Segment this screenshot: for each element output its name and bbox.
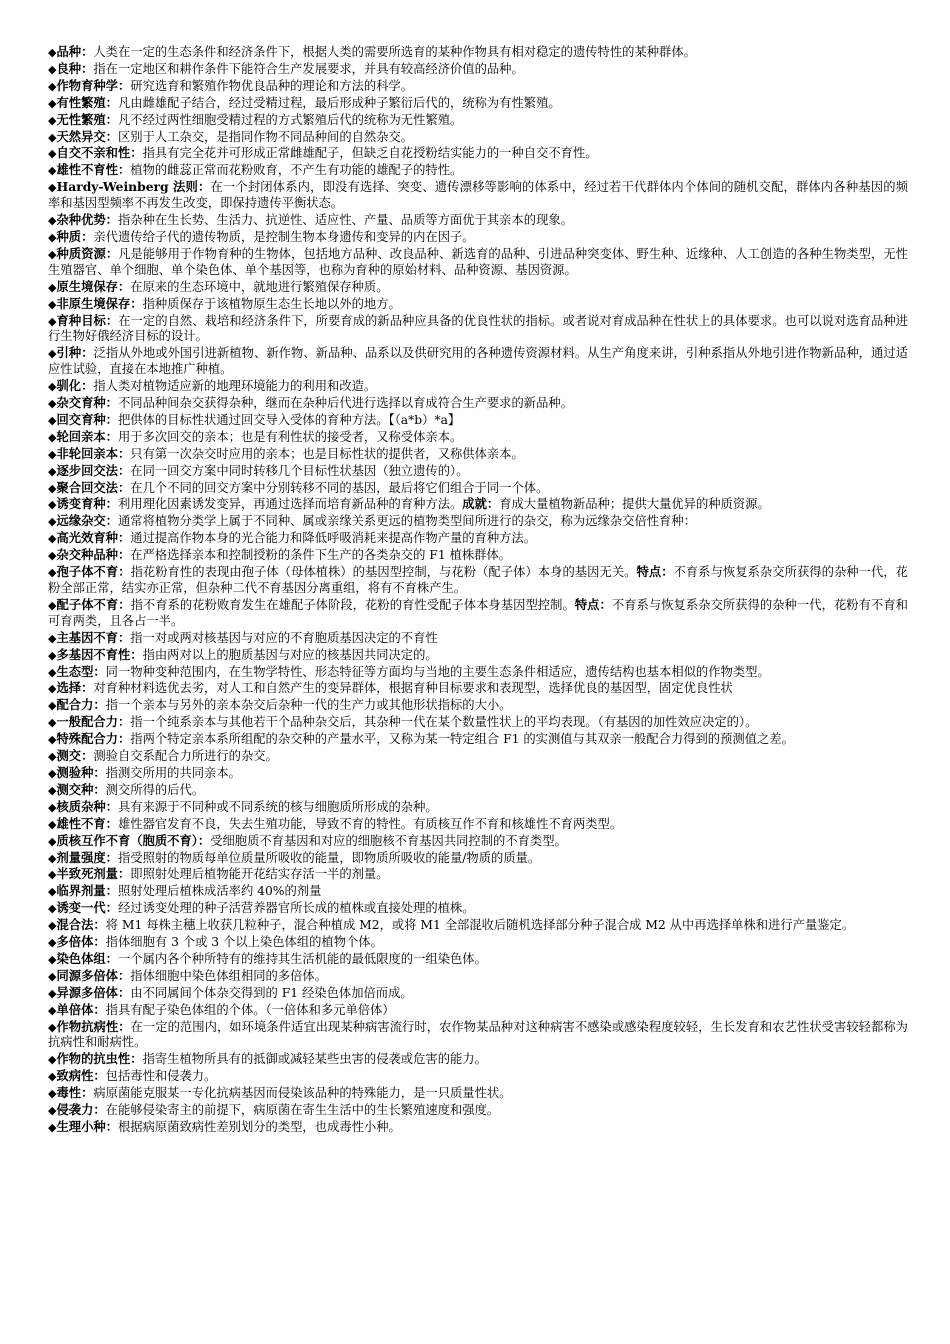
entry-definition: 指花粉育性的表现由孢子体（母体植株）的基因型控制，与花粉（配子体）本身的基因无关。	[130, 565, 637, 580]
entry-definition: 植物的雌蕊正常而花粉败育，不产生有功能的雄配子的特性。	[130, 163, 463, 178]
diamond-bullet-icon: ◆	[48, 1003, 57, 1017]
entry-definition: 指种质保存于该植物原生态生长地以外的地方。	[142, 296, 401, 311]
entry-definition: 受细胞质不育基因和对应的细胞核不育基因共同控制的不育类型。	[210, 833, 567, 848]
glossary-entry	[48, 547, 908, 564]
diamond-bullet-icon: ◆	[48, 648, 57, 662]
entry-term: 作物育种学：	[56, 77, 131, 93]
diamond-bullet-icon: ◆	[48, 631, 57, 645]
diamond-bullet-icon: ◆	[48, 96, 57, 110]
diamond-bullet-icon: ◆	[48, 397, 57, 411]
entry-term: 测交种：	[56, 781, 106, 797]
entry-term: 质核互作不育（胞质不育）：	[56, 832, 211, 848]
glossary-entry	[48, 1019, 908, 1052]
entry-term: 杂交育种：	[56, 395, 118, 411]
entry-term: 配子体不育：	[56, 596, 131, 612]
entry-term: 原生境保存：	[56, 278, 131, 294]
entry-term: 选择：	[56, 680, 94, 696]
glossary-entry	[48, 748, 908, 765]
entry-term: 同源多倍体：	[56, 967, 131, 983]
diamond-bullet-icon: ◆	[48, 851, 57, 865]
diamond-bullet-icon: ◆	[48, 1087, 57, 1101]
entry-definition: 测交所得的后代。	[105, 782, 205, 797]
glossary-entry	[48, 429, 908, 446]
entry-definition: 凡是能够用于作物育种的生物体，包括地方品种、改良品种、新选育的品种、引进品种突变体、野生种、近缘种、人工创造的各种生物类型，无性生殖器官、单个细胞、单个染色体、单个基因等，也称为育种的原始材料、品种资源、基因资源。	[48, 246, 908, 277]
diamond-bullet-icon: ◆	[48, 1104, 57, 1118]
entry-definition: 指测交所用的共同亲本。	[105, 765, 241, 780]
entry-term: 核质杂种：	[56, 798, 118, 814]
entry-term: 杂种优势：	[56, 212, 118, 228]
entry-term: 孢子体不育：	[56, 564, 131, 580]
entry-definition: 把供体的目标性状通过回交导入受体的育种方法。【（a*b）*a】	[117, 412, 461, 427]
entry-definition: 指具有配子染色体组的个体。（一倍体和多元单倍体）	[105, 1002, 395, 1017]
diamond-bullet-icon: ◆	[48, 598, 57, 612]
entry-definition: 指一对或两对核基因与对应的不育胞质基因决定的不育性	[130, 630, 438, 645]
entry-term: 育种目标：	[56, 312, 119, 328]
diamond-bullet-icon: ◆	[48, 62, 57, 76]
glossary-entry	[48, 850, 908, 867]
diamond-bullet-icon: ◆	[48, 147, 57, 161]
glossary-entry	[48, 564, 908, 597]
glossary-entry	[48, 78, 908, 95]
diamond-bullet-icon: ◆	[48, 969, 57, 983]
glossary-entry	[48, 246, 908, 279]
glossary-entry	[48, 313, 908, 346]
diamond-bullet-icon: ◆	[48, 532, 57, 546]
glossary-entry	[48, 162, 908, 179]
diamond-bullet-icon: ◆	[48, 885, 57, 899]
glossary-document	[48, 44, 908, 1136]
entry-definition: 指不育系的花粉败育发生在雄配子体阶段，花粉的育性受配子体本身基因型控制。	[130, 597, 575, 612]
glossary-entry	[48, 951, 908, 968]
glossary-entry	[48, 129, 908, 146]
entry-subdefinition: 育成大量植物新品种；提供大量优异的种质资源。	[499, 497, 770, 512]
glossary-entry	[48, 179, 908, 212]
diamond-bullet-icon: ◆	[48, 549, 57, 563]
glossary-entry	[48, 731, 908, 748]
glossary-entry	[48, 799, 908, 816]
entry-definition: 在一个封闭体系内，即没有选择、突变、遗传漂移等影响的体系中，经过若干代群体内个体间的随机交配，群体内各种基因的频率和基因型频率不再发生改变，即保持遗传平衡状态。	[48, 180, 908, 211]
entry-term: 单倍体：	[56, 1001, 106, 1017]
glossary-entry	[48, 647, 908, 664]
entry-definition: 凡由雌雄配子结合，经过受精过程，最后形成种子繁衍后代的，统称为有性繁殖。	[117, 95, 561, 110]
diamond-bullet-icon: ◆	[48, 817, 57, 831]
entry-subterm: 特点：	[574, 596, 612, 612]
diamond-bullet-icon: ◆	[48, 164, 57, 178]
entry-definition: 指体细胞有 3 个或 3 个以上染色体组的植物个体。	[105, 935, 383, 950]
glossary-entry	[48, 833, 908, 850]
entry-definition: 在几个不同的回交方案中分别转移不同的基因，最后将它们组合于同一个体。	[130, 480, 549, 495]
entry-definition: 病原菌能克服某一专化抗病基因而侵染该品种的特殊能力，是一只质量性状。	[93, 1086, 512, 1101]
glossary-entry	[48, 145, 908, 162]
diamond-bullet-icon: ◆	[48, 280, 57, 294]
glossary-entry	[48, 112, 908, 129]
diamond-bullet-icon: ◆	[48, 902, 57, 916]
diamond-bullet-icon: ◆	[48, 566, 57, 580]
entry-term: 聚合回交法：	[56, 479, 131, 495]
entry-definition: 测验自交系配合力所进行的杂交。	[93, 749, 278, 764]
diamond-bullet-icon: ◆	[48, 214, 57, 228]
entry-definition: 经过诱变处理的种子活营养器官所长成的植株或直接处理的植株。	[117, 901, 475, 916]
diamond-bullet-icon: ◆	[48, 380, 57, 394]
glossary-entry	[48, 345, 908, 378]
entry-definition: 在严格选择亲本和控制授粉的条件下生产的各类杂交的 F1 植株群体。	[130, 548, 512, 563]
entry-definition: 在原来的生态环境中，就地进行繁殖保存种质。	[130, 279, 389, 294]
entry-term: 逐步回交法：	[56, 462, 131, 478]
glossary-entry	[48, 816, 908, 833]
entry-term: 雄性不育：	[56, 815, 118, 831]
entry-subterm: 特点：	[636, 564, 674, 580]
glossary-entry	[48, 680, 908, 697]
glossary-entry	[48, 395, 908, 412]
glossary-entry	[48, 496, 908, 513]
entry-term: 高光效育种：	[56, 530, 131, 546]
glossary-entry	[48, 296, 908, 313]
glossary-entry	[48, 229, 908, 246]
glossary-entry	[48, 697, 908, 714]
entry-term: 雄性不育性：	[56, 162, 131, 178]
entry-term: 一般配合力：	[56, 714, 131, 730]
glossary-entry	[48, 1068, 908, 1085]
entry-definition: 泛指从外地或外国引进新植物、新作物、新品种、品系以及供研究用的各种遗传资源材料。从生产角度来讲，引种系指从外地引进作物新品种，通过适应性试验，直接在本地推广种植。	[48, 346, 908, 377]
entry-definition: 在一定的范围内，如环境条件适宜出现某种病害流行时，农作物某品种对这种病害不感染或感染程度较轻，生长发育和农艺性状受害较轻都称为抗病性和耐病性。	[48, 1019, 908, 1050]
entry-term: 非轮回亲本：	[56, 445, 131, 461]
entry-definition: 指由两对以上的胞质基因与对应的核基因共同决定的。	[142, 647, 438, 662]
glossary-entry	[48, 782, 908, 799]
entry-term: 有性繁殖：	[56, 94, 118, 110]
entry-term: 轮回亲本：	[56, 428, 118, 444]
entry-definition: 用于多次回交的亲本；也是有利性状的接受者，又称受体亲本。	[117, 429, 463, 444]
diamond-bullet-icon: ◆	[48, 464, 57, 478]
diamond-bullet-icon: ◆	[48, 1053, 57, 1067]
entry-definition: 照射处理后植株成活率约 40%的剂量	[117, 884, 322, 899]
entry-definition: 指一个亲本与另外的亲本杂交后杂种一代的生产力或其他形状指标的大小。	[105, 698, 512, 713]
entry-definition: 同一物种变种范围内，在生物学特性、形态特征等方面均与当地的主要生态条件相适应，遗传结构也基本相似的作物类型。	[105, 664, 770, 679]
diamond-bullet-icon: ◆	[48, 230, 57, 244]
entry-definition: 指具有完全花并可形成正常雌雄配子，但缺乏自花授粉结实能力的一种自交不育性。	[142, 146, 598, 161]
diamond-bullet-icon: ◆	[48, 800, 57, 814]
entry-term: 剂量强度：	[56, 849, 118, 865]
diamond-bullet-icon: ◆	[48, 1070, 57, 1084]
entry-definition: 不同品种间杂交获得杂种，继而在杂种后代进行选择以育成符合生产要求的新品种。	[117, 396, 573, 411]
diamond-bullet-icon: ◆	[48, 430, 57, 444]
glossary-entry	[48, 934, 908, 951]
entry-term: 临界剂量：	[56, 883, 118, 899]
entry-term: 杂交种品种：	[56, 547, 131, 563]
entry-definition: 指寄生植物所具有的抵御或减轻某些虫害的侵袭或危害的能力。	[142, 1052, 487, 1067]
entry-definition: 指人类对植物适应新的地理环境能力的利用和改造。	[93, 379, 377, 394]
glossary-entry	[48, 446, 908, 463]
glossary-entry	[48, 883, 908, 900]
diamond-bullet-icon: ◆	[48, 986, 57, 1000]
entry-subdefinition: 不育系与恢复系杂交所获得的杂种一代，花粉有不育和可育两类，且各占一半。	[48, 597, 908, 628]
entry-term: 良种：	[56, 60, 94, 76]
diamond-bullet-icon: ◆	[48, 130, 57, 144]
glossary-entry	[48, 985, 908, 1002]
entry-term: 多倍体：	[56, 934, 106, 950]
diamond-bullet-icon: ◆	[48, 834, 57, 848]
entry-definition: 根据病原菌致病性差别划分的类型，也成毒性小种。	[117, 1120, 401, 1134]
glossary-entry	[48, 1051, 908, 1068]
entry-term: 作物的抗虫性：	[56, 1051, 143, 1067]
diamond-bullet-icon: ◆	[48, 868, 57, 882]
diamond-bullet-icon: ◆	[48, 1020, 57, 1034]
entry-definition: 将 M1 每株主穗上收获几粒种子，混合种植成 M2，或将 M1 全部混收后随机选择部分种子混合成 M2 从中再选择单株和进行产量鉴定。	[105, 918, 855, 933]
entry-term: 生理小种：	[56, 1119, 118, 1134]
entry-definition: 指在一定地区和耕作条件下能符合生产发展要求，并具有较高经济价值的品种。	[93, 61, 524, 76]
diamond-bullet-icon: ◆	[48, 498, 57, 512]
entry-term: 种质资源：	[56, 245, 119, 261]
entry-term: 测交：	[56, 748, 94, 764]
glossary-entry	[48, 1002, 908, 1019]
glossary-entry	[48, 900, 908, 917]
glossary-entry	[48, 95, 908, 112]
entry-definition: 亲代遗传给子代的遗传物质，是控制生物本身遗传和变异的内在因子。	[93, 229, 475, 244]
entry-definition: 在一定的自然、栽培和经济条件下，所要育成的新品种应具备的优良性状的指标。或者说对育成品种在性状上的具体要求。也可以说对选育品种进行生物好俄经济目标的设计。	[48, 313, 908, 344]
diamond-bullet-icon: ◆	[48, 716, 57, 730]
entry-definition: 在能够侵染寄主的前提下，病原菌在寄生生活中的生长繁殖速度和强度。	[105, 1103, 500, 1118]
entry-term: 异源多倍体：	[56, 984, 131, 1000]
diamond-bullet-icon: ◆	[48, 699, 57, 713]
diamond-bullet-icon: ◆	[48, 665, 57, 679]
entry-term: 远缘杂交：	[56, 513, 118, 529]
entry-definition: 利用理化因素诱发变异，再通过选择而培育新品种的育种方法。	[117, 497, 463, 512]
diamond-bullet-icon: ◆	[48, 79, 57, 93]
entry-definition: 包括毒性和侵袭力。	[105, 1069, 217, 1084]
diamond-bullet-icon: ◆	[48, 46, 57, 59]
entry-term: 无性繁殖：	[56, 111, 118, 127]
diamond-bullet-icon: ◆	[48, 347, 57, 361]
entry-definition: 指一个纯系亲本与其他若干个品种杂交后，其杂种一代在某个数量性状上的平均表现。（有基因的加性效应决定的）。	[130, 715, 758, 730]
entry-term: 诱变育种：	[56, 496, 118, 512]
entry-definition: 一个属内各个种所特有的维持其生活机能的最低限度的一组染色体。	[117, 951, 487, 966]
glossary-entry	[48, 714, 908, 731]
entry-definition: 具有来源于不同种或不同系统的核与细胞质所形成的杂种。	[117, 799, 438, 814]
entry-term: 多基因不育性：	[56, 646, 143, 662]
entry-term: Hardy-Weinberg 法则：	[56, 179, 211, 195]
entry-term: 生态型：	[56, 663, 106, 679]
entry-term: 染色体组：	[56, 950, 118, 966]
entry-term: 诱变一代：	[56, 900, 118, 916]
glossary-entry	[48, 480, 908, 497]
diamond-bullet-icon: ◆	[48, 314, 57, 328]
entry-term: 品种：	[56, 44, 94, 59]
glossary-entry	[48, 968, 908, 985]
entry-term: 天然异交：	[56, 128, 118, 144]
glossary-entry	[48, 463, 908, 480]
entry-definition: 雄性器官发育不良，失去生殖功能，导致不育的特性。有质核互作不育和核雄性不育两类型。	[117, 816, 623, 831]
glossary-entry	[48, 212, 908, 229]
diamond-bullet-icon: ◆	[48, 1121, 57, 1134]
entry-term: 半致死剂量：	[56, 866, 131, 882]
diamond-bullet-icon: ◆	[48, 297, 57, 311]
glossary-entry	[48, 917, 908, 934]
entry-term: 非原生境保存：	[56, 295, 143, 311]
entry-term: 致病性：	[56, 1068, 106, 1084]
glossary-entry	[48, 1085, 908, 1102]
diamond-bullet-icon: ◆	[48, 733, 57, 747]
entry-term: 侵袭力：	[56, 1102, 106, 1118]
diamond-bullet-icon: ◆	[48, 181, 57, 195]
diamond-bullet-icon: ◆	[48, 247, 57, 261]
entry-definition: 区别于人工杂交，是指同作物不同品种间的自然杂交。	[117, 129, 414, 144]
entry-term: 配合力：	[56, 697, 106, 713]
entry-definition: 指两个特定亲本系所组配的杂交种的产量水平，又称为某一特定组合 F1 的实测值与其双亲一般配合力得到的预测值之差。	[130, 732, 794, 747]
entry-definition: 人类在一定的生态条件和经济条件下，根据人类的需要所选育的某种作物具有相对稳定的遗传特性的某种群体。	[93, 45, 696, 59]
diamond-bullet-icon: ◆	[48, 515, 57, 529]
entry-term: 特殊配合力：	[56, 731, 131, 747]
entry-definition: 只有第一次杂交时应用的亲本；也是目标性状的提供者，又称供体亲本。	[130, 446, 524, 461]
glossary-entry	[48, 61, 908, 78]
entry-term: 毒性：	[56, 1085, 94, 1101]
diamond-bullet-icon: ◆	[48, 413, 57, 427]
entry-term: 回交育种：	[56, 411, 118, 427]
entry-definition: 由不同属间个体杂交得到的 F1 经染色体加倍而成。	[130, 985, 413, 1000]
diamond-bullet-icon: ◆	[48, 766, 57, 780]
glossary-entry	[48, 530, 908, 547]
diamond-bullet-icon: ◆	[48, 750, 57, 764]
glossary-entry	[48, 664, 908, 681]
entry-term: 作物抗病性：	[56, 1018, 131, 1034]
diamond-bullet-icon: ◆	[48, 481, 57, 495]
entry-definition: 通过提高作物本身的光合能力和降低呼吸消耗来提高作物产量的育种方法。	[130, 531, 537, 546]
glossary-entry	[48, 765, 908, 782]
glossary-entry	[48, 1119, 908, 1136]
entry-subdefinition: 不育系与恢复系杂交所获得的杂种一代，花粉全部正常，结实亦正常，但杂种二代不育基因分离重组，将有不育株产生。	[48, 565, 908, 595]
entry-term: 主基因不育：	[56, 629, 131, 645]
entry-definition: 通常将植物分类学上属于不同种、属或亲缘关系更远的植物类型间所进行的杂交，称为远缘杂交倍性育种：	[117, 514, 696, 529]
entry-definition: 研究选育和繁殖作物优良品种的理论和方法的科学。	[130, 78, 414, 93]
entry-definition: 指体细胞中染色体组相同的多倍体。	[130, 968, 328, 983]
entry-term: 混合法：	[56, 917, 106, 933]
diamond-bullet-icon: ◆	[48, 447, 57, 461]
entry-term: 测验种：	[56, 764, 106, 780]
diamond-bullet-icon: ◆	[48, 919, 57, 933]
glossary-entry	[48, 412, 908, 429]
diamond-bullet-icon: ◆	[48, 783, 57, 797]
glossary-entry	[48, 378, 908, 395]
glossary-entry	[48, 513, 908, 530]
entry-subterm: 成就：	[462, 496, 500, 512]
glossary-entry	[48, 866, 908, 883]
entry-definition: 在同一回交方案中同时转移几个目标性状基因（独立遗传的）。	[130, 463, 469, 478]
entry-definition: 凡不经过两性细胞受精过程的方式繁殖后代的统称为无性繁殖。	[117, 112, 463, 127]
entry-definition: 指杂种在生长势、生活力、抗逆性、适应性、产量、品质等方面优于其亲本的现象。	[117, 213, 573, 228]
entry-term: 种质：	[56, 228, 94, 244]
glossary-entry	[48, 630, 908, 647]
diamond-bullet-icon: ◆	[48, 952, 57, 966]
diamond-bullet-icon: ◆	[48, 113, 57, 127]
entry-definition: 指受照射的物质每单位质量所吸收的能量，即物质所吸收的能量/物质的质量。	[117, 850, 541, 865]
entry-term: 驯化：	[56, 378, 94, 394]
entry-definition: 即照射处理后植物能开花结实存活一半的剂量。	[130, 867, 389, 882]
glossary-entry	[48, 44, 908, 61]
diamond-bullet-icon: ◆	[48, 682, 57, 696]
entry-term: 引种：	[56, 345, 94, 361]
diamond-bullet-icon: ◆	[48, 936, 57, 950]
glossary-entry	[48, 597, 908, 630]
glossary-entry	[48, 279, 908, 296]
glossary-entry	[48, 1102, 908, 1119]
entry-term: 自交不亲和性：	[56, 145, 143, 161]
entry-definition: 对育种材料选优去劣，对人工和自然产生的变异群体，根据育种目标要求和表现型，选择优良的基因型，固定优良性状	[93, 681, 733, 696]
